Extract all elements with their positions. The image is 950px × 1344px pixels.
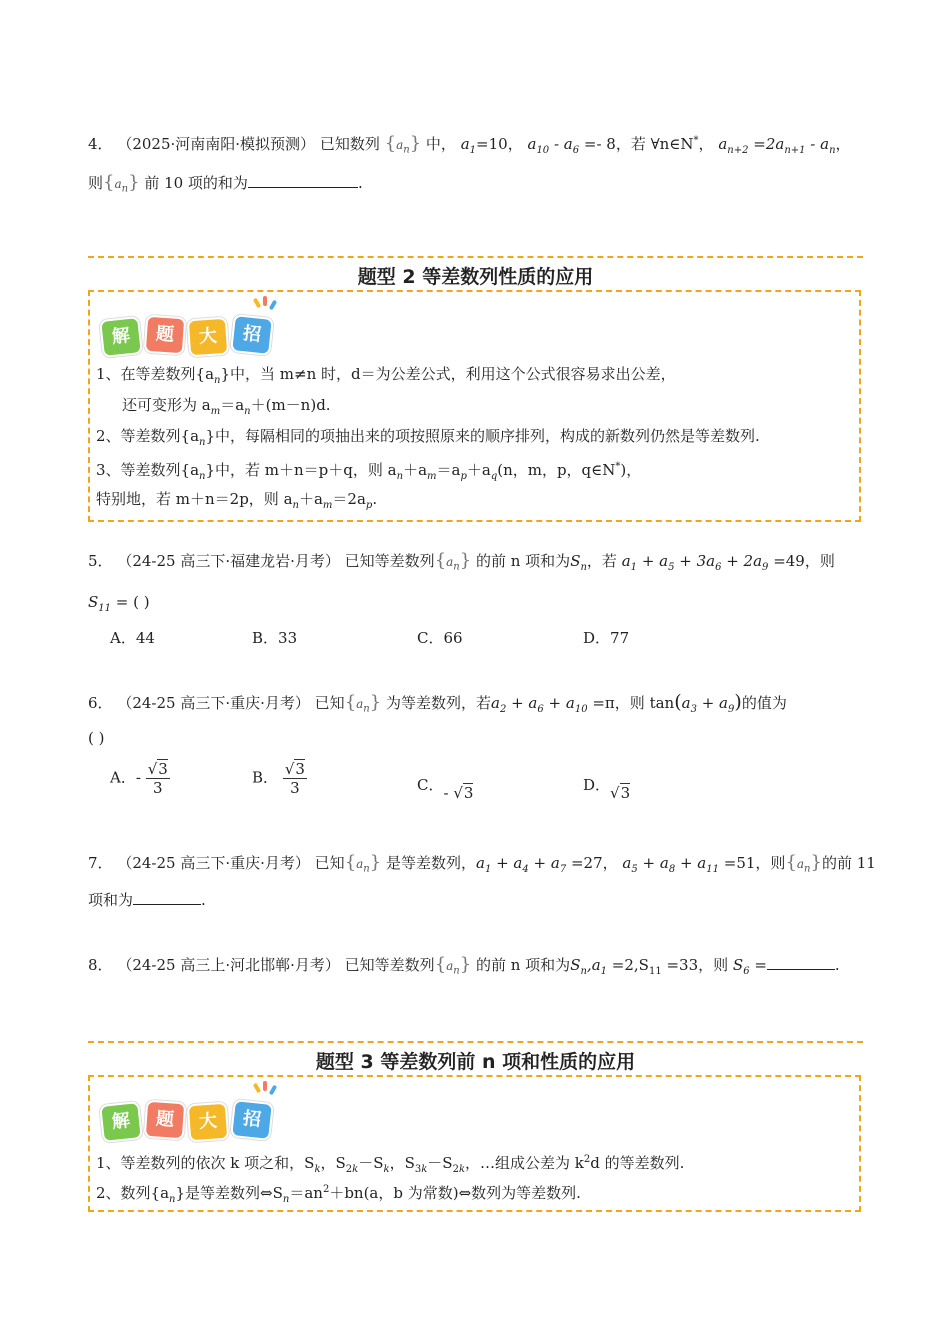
question-7-line2	[88, 890, 206, 910]
question-text: ，若 ∀n∈N	[615, 135, 694, 153]
section-divider	[88, 1041, 863, 1043]
math-text: =27	[566, 854, 603, 872]
math-term: $a_{10} - a_6$	[527, 135, 580, 156]
question-number: 4．	[88, 135, 113, 153]
question-number: 5．	[88, 552, 113, 570]
tip-line-1: 1、在等差数列$\{a_n\}$中，当 m≠n 时，d＝为公差公式，利用这个公式很容易求出公差，	[96, 365, 676, 386]
answer-blank	[248, 173, 358, 188]
question-text: 则	[88, 174, 104, 192]
spark-icon	[263, 1081, 267, 1091]
question-text: ，则	[755, 854, 786, 872]
section-divider	[88, 256, 863, 258]
question-text: ，则	[614, 694, 645, 712]
tip-line-4: 3、等差数列$\{a_n\}$中，若 m＋n＝p＋q，则 $a_n+a_m=a_p+a_q(n$，m，p，q∈N*)，	[96, 461, 642, 482]
tip-line-1: 1、等差数列的依次 k 项之和，$S_k$，$S_{2k}-S_k$，$S_{3k}-S_{2k}$，…组成公差为 $k^2d$ 的等差数列.	[96, 1154, 685, 1175]
badge-ti: 题	[144, 1100, 187, 1141]
question-8-line1: 8． （24-25 高三上·河北邯郸·月考） 已知等差数列$\{a_n\}$ 的前 n 项和为$S_n,a_1 =2,S_{11} =33$，则 $S_6$ = .	[88, 954, 840, 977]
question-text: 前 10 项的和为	[144, 174, 248, 192]
math-text: =	[749, 956, 767, 974]
question-4-line1: 4． （2025·河南南阳·模拟预测） 已知数列 $\{a_n\}$ 中， $a_1=10$， $a_{10} - a_6 =- 8$，若 ∀n∈N*， $a_{n+2} =2a_{n+1} - a_n$，	[88, 133, 851, 156]
question-5-line2: $S_{11}$ = ( )	[88, 593, 150, 614]
question-text: 项和为	[88, 891, 134, 909]
math-expression: $a_2 + a_6 + a_{10}$	[491, 694, 588, 715]
question-text: 中，	[425, 135, 456, 153]
badge-ti: 题	[144, 315, 187, 356]
question-source: （2025·河南南阳·模拟预测）	[117, 135, 316, 153]
question-text: 的前 n 项和为	[475, 956, 571, 974]
question-source: （24-25 高三上·河北邯郸·月考）	[117, 956, 340, 974]
question-text: ，	[835, 135, 851, 153]
badge-zhao: 招	[230, 314, 274, 356]
answer-blank	[767, 955, 835, 970]
question-source: （24-25 高三下·福建龙岩·月考）	[117, 552, 340, 570]
option-b: B．33	[252, 629, 298, 647]
sequence-notation: $\{a_n\}$	[103, 172, 140, 195]
section-title: 题型 3 等差数列前 n 项和性质的应用	[315, 1051, 636, 1073]
answer-blank	[133, 890, 201, 905]
question-text: 为等差数列，若	[385, 694, 491, 712]
question-text: ，	[698, 135, 714, 153]
math-text: =33	[661, 956, 699, 974]
question-text: 是等差数列，	[385, 854, 476, 872]
option-c: C．- √3	[417, 776, 474, 802]
question-text: 已知等差数列	[344, 956, 435, 974]
badge-da: 大	[187, 317, 230, 358]
section-title: 题型 2 等差数列性质的应用	[357, 266, 594, 288]
tip-line-5: 特别地，若 m＋n＝2p，则 $a_n+a_m=2a_p$.	[96, 490, 378, 511]
tip-line-2: 2、数列$\{a_n\}$是等差数列$\Leftrightarrow S_n=an^2+bn(a$，b 为常数)⇔数列为等差数列.	[96, 1184, 581, 1205]
option-d: D．77	[583, 629, 630, 647]
option-b: B． $\frac{√3}{3}$	[252, 760, 305, 797]
option-d: D．√3	[583, 776, 631, 802]
sequence-notation: $\{a_n\}$	[344, 852, 382, 875]
question-text: 已知	[314, 694, 345, 712]
question-6-line2: ( )	[88, 729, 105, 747]
question-6-line1: 6． （24-25 高三下·重庆·月考） 已知$\{a_n\}$ 为等差数列，若$a_2 + a_6 + a_{10} =\pi$，则 $\tan(a_3 + a_9)$的值为	[88, 691, 787, 715]
question-7-line1: 7． （24-25 高三下·重庆·月考） 已知$\{a_n\}$ 是等差数列，$a_1 + a_4 + a_7 =27$， $a_5 + a_8 + a_{11} =51$，则$\{a_n\}$的前 11	[88, 852, 876, 875]
question-text: .	[201, 891, 206, 909]
badge-zhao: 招	[230, 1099, 274, 1141]
question-text: ，则	[804, 552, 835, 570]
option-c: C．66	[417, 629, 463, 647]
math-text: =2,S	[607, 956, 649, 974]
option-a: A．44	[110, 629, 155, 647]
question-text: 的前 n 项和为	[475, 552, 571, 570]
math-function: tan	[649, 694, 675, 712]
sequence-notation: $\{a_n\}$	[344, 692, 382, 715]
question-text: .	[834, 956, 840, 974]
math-text: =- 8	[579, 135, 616, 153]
question-text: .	[357, 174, 363, 192]
sequence-notation: $\{a_n\}$	[434, 550, 472, 573]
sequence-notation: $\{a_n\}$	[785, 852, 822, 875]
math-term: $a_{n+2} =2a_{n+1} - a_n$	[718, 135, 836, 156]
question-text: ，若	[586, 552, 617, 570]
question-text: 已知数列	[319, 135, 380, 153]
question-4-line2	[88, 173, 363, 199]
question-5-line1: 5． （24-25 高三下·福建龙岩·月考） 已知等差数列$\{a_n\}$ 的前 n 项和为$S_n$，若 $a_1 + a_5 + 3a_6 + 2a_9 =49$，则	[88, 550, 835, 573]
badge-jie: 解	[99, 316, 143, 358]
math-text: =π	[587, 694, 615, 712]
question-source: （24-25 高三下·重庆·月考）	[117, 854, 310, 872]
math-expression: $a_1 + a_5 + 3a_6 + 2a_9$	[621, 552, 769, 573]
option-a: A．- $\frac{√3}{3}$	[110, 760, 168, 797]
question-text: = ( )	[111, 593, 150, 611]
badge-jie: 解	[99, 1101, 143, 1143]
question-number: 6．	[88, 694, 113, 712]
sequence-notation: $\{a_n\}$	[384, 133, 422, 156]
question-number: 8．	[88, 956, 113, 974]
math-text: =49	[768, 552, 805, 570]
sequence-notation: $\{a_n\}$	[434, 954, 472, 977]
question-text: 已知等差数列	[344, 552, 435, 570]
math-text: =10，	[476, 135, 523, 153]
math-text: =51	[718, 854, 756, 872]
question-text: 的值为	[741, 694, 787, 712]
question-text: 已知	[314, 854, 345, 872]
question-number: 7．	[88, 854, 113, 872]
question-text: ，则	[698, 956, 729, 974]
question-source: （24-25 高三下·重庆·月考）	[117, 694, 310, 712]
tip-line-2: 还可变形为 $a_m=a_n+(m-n)d$.	[122, 396, 331, 417]
spark-icon	[263, 296, 267, 306]
question-text: 的前 11	[821, 854, 876, 872]
math-term: $a_1$	[460, 135, 477, 156]
badge-da: 大	[187, 1102, 230, 1143]
tip-line-3: 2、等差数列$\{a_n\}$中，每隔相同的项抽出来的项按照原来的顺序排列，构成的新数列仍然是等差数列.	[96, 427, 760, 448]
